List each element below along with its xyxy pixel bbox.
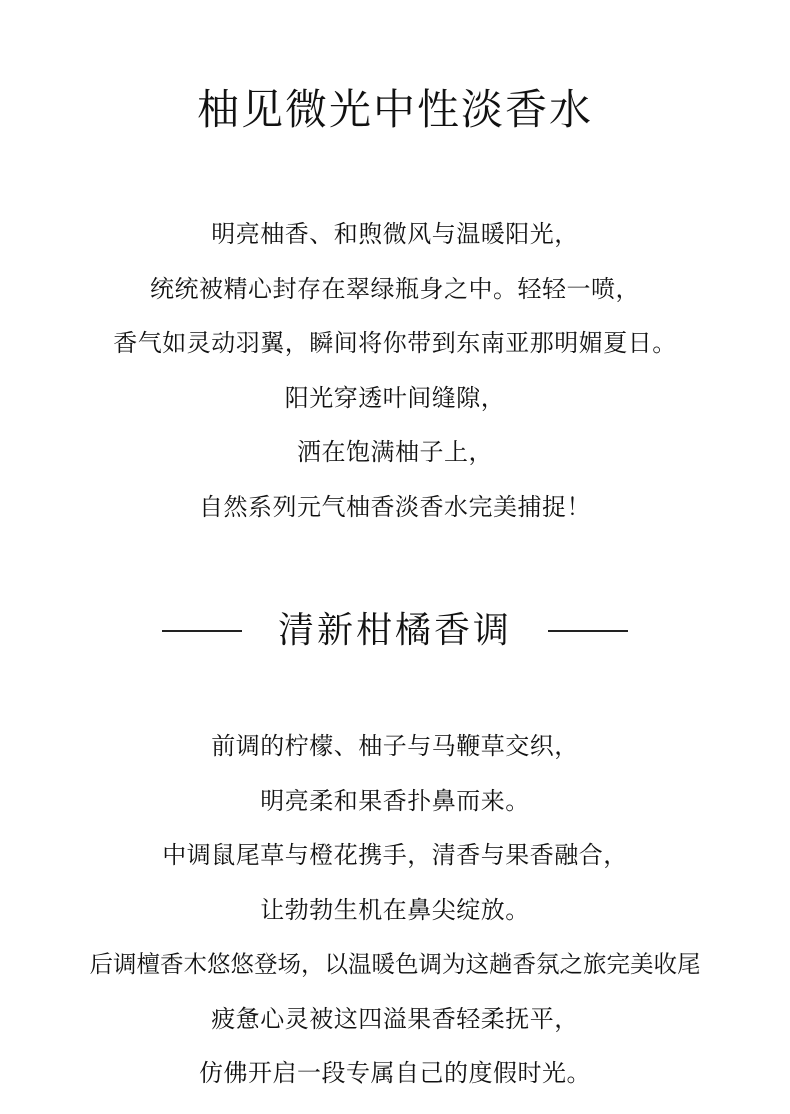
left-divider xyxy=(162,630,242,632)
intro-line: 统统被精心封存在翠绿瓶身之中。轻轻一喷， xyxy=(150,274,640,303)
intro-line: 明亮柚香、和煦微风与温暖阳光， xyxy=(211,220,579,248)
right-divider xyxy=(548,630,628,632)
page-title: 柚见微光中性淡香水 xyxy=(196,85,593,134)
section-heading xyxy=(0,603,790,659)
intro-paragraph xyxy=(0,207,790,534)
notes-line: 仿佛开启一段专属自己的度假时光。 xyxy=(199,1059,591,1087)
notes-paragraph xyxy=(0,719,790,1101)
intro-line: 阳光穿透叶间缝隙， xyxy=(284,383,506,412)
notes-line: 让勃勃生机在鼻尖绽放。 xyxy=(260,895,530,924)
intro-line: 洒在饱满柚子上， xyxy=(297,438,493,466)
notes-line: 后调檀香木悠悠登场，以温暖色调为这趟香氛之旅完美收尾 xyxy=(89,950,701,978)
intro-line: 香气如灵动羽翼，瞬间将你带到东南亚那明媚夏日。 xyxy=(113,329,677,357)
notes-line: 中调鼠尾草与橙花携手，清香与果香融合， xyxy=(162,841,628,869)
notes-line: 疲惫心灵被这四溢果香轻柔抚平， xyxy=(211,1004,579,1033)
notes-line: 明亮柔和果香扑鼻而来。 xyxy=(260,786,530,815)
section-title: 清新柑橘香调 xyxy=(277,610,512,651)
notes-line: 前调的柠檬、柚子与马鞭草交织， xyxy=(211,732,579,760)
intro-line: 自然系列元气柚香淡香水完美捕捉！ xyxy=(199,492,591,521)
